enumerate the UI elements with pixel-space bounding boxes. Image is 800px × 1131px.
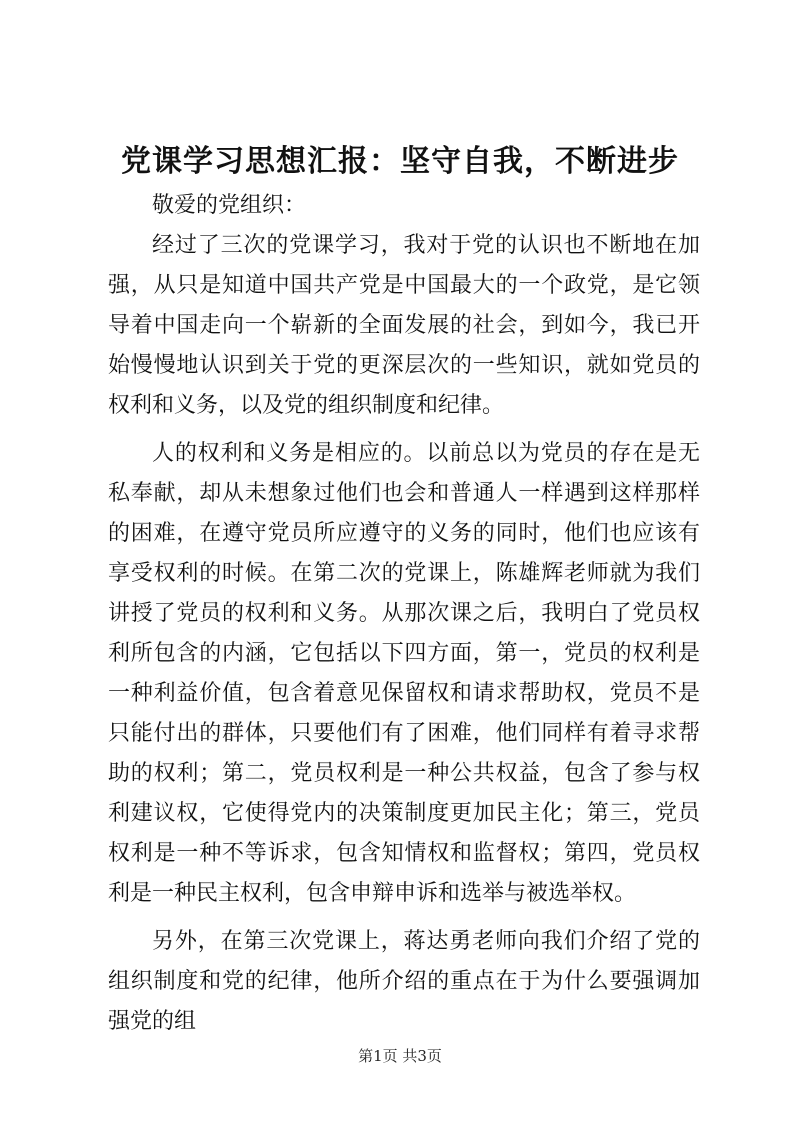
paragraph-2: 人的权利和义务是相应的。以前总以为党员的存在是无私奉献，却从未想象过他们也会和普通人一样遇到这样那样的困难，在遵守党员所应遵守的义务的同时，他们也应该有享受权利的时候。在第二次的党课上，陈雄辉老师就为我们讲授了党员的权利和义务。从那次课之后，我明白了党员权利所包含的内涵，它包括以下四方面，第一，党员的权利是一种利益价值，包含着意见保留权和请求帮助权，党员不是只能付出的群体，只要他们有了困难，他们同样有着寻求帮助的权利；第二，党员权利是一种公共权益，包含了参与权利建议权，它使得党内的决策制度更加民主化；第三，党员权利是一种不等诉求，包含知情权和监督权；第四，党员权利是一种民主权利，包含申辩申诉和选举与被选举权。 — [108, 441, 700, 906]
document-title: 党课学习思想汇报：坚守自我，不断进步 — [121, 144, 679, 179]
document-body — [108, 186, 700, 1042]
page-footer: 第1页 共3页 — [358, 1047, 442, 1065]
paragraph-1: 经过了三次的党课学习，我对于党的认识也不断地在加强，从只是知道中国共产党是中国最大的一个政党，是它领导着中国走向一个崭新的全面发展的社会，到如今，我已开始慢慢地认识到关于党的更深层次的一些知识，就如党员的权利和义务，以及党的组织制度和纪律。 — [108, 233, 700, 418]
paragraph-3: 另外，在第三次党课上，蒋达勇老师向我们介绍了党的组织制度和党的纪律，他所介绍的重点在于为什么要强调加强党的组 — [108, 929, 700, 1034]
salutation: 敬爱的党组织： — [152, 193, 307, 218]
